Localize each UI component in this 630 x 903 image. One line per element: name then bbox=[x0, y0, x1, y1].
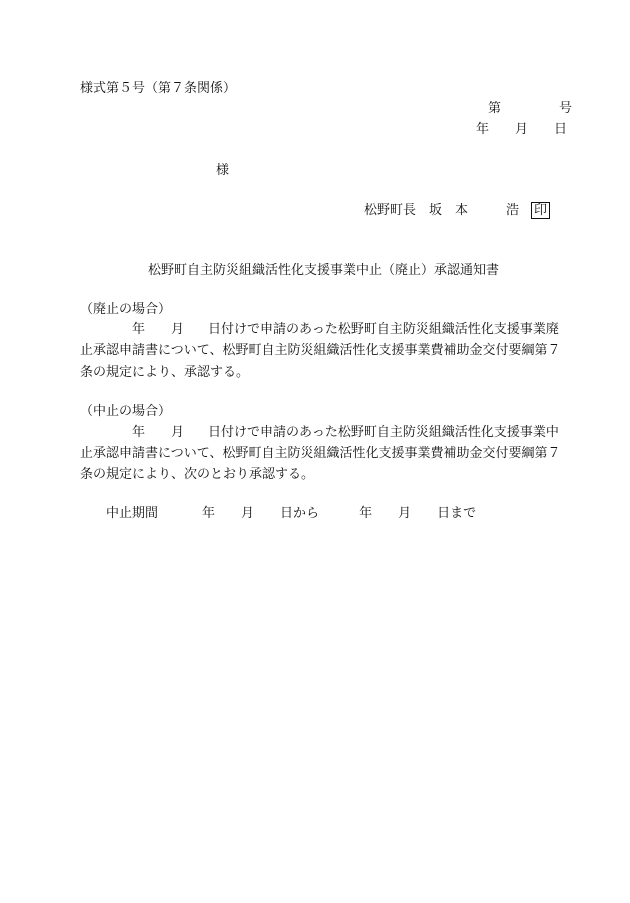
form-label: 様式第５号（第７条関係） bbox=[80, 81, 237, 96]
abolition-line-1 bbox=[132, 321, 559, 338]
suspension-line-3: 条の規定により、次のとおり承認する。 bbox=[80, 467, 315, 482]
issuer-title: 松野町長 bbox=[364, 203, 417, 218]
issuer-given-name: 浩 bbox=[506, 203, 520, 218]
period-from-day: 日から bbox=[280, 506, 320, 521]
period-to-month: 月 bbox=[398, 506, 412, 521]
issue-date-year: 年 bbox=[476, 122, 490, 137]
suspension-period bbox=[106, 505, 476, 522]
issue-date-day: 日 bbox=[554, 122, 568, 137]
suspension-date-month: 月 bbox=[171, 425, 185, 440]
issuer-surname: 坂 本 bbox=[429, 203, 469, 218]
issue-date-month: 月 bbox=[515, 122, 529, 137]
period-to-day: 日まで bbox=[437, 506, 477, 521]
suspension-line-1 bbox=[132, 424, 559, 441]
issue-date bbox=[476, 121, 567, 138]
period-from-year: 年 bbox=[202, 506, 216, 521]
issuer bbox=[364, 202, 550, 219]
abolition-line-1-rest: 日付けで申請のあった松野町自主防災組織活性化支援事業廃 bbox=[208, 322, 559, 337]
suspension-date-year: 年 bbox=[132, 425, 146, 440]
suspension-line-2: 止承認申請書について、松野町自主防災組織活性化支援事業費補助金交付要綱第７ bbox=[80, 446, 561, 461]
abolition-date-month: 月 bbox=[171, 322, 185, 337]
abolition-heading: （廃止の場合） bbox=[80, 302, 172, 317]
suspension-line-1-rest: 日付けで申請のあった松野町自主防災組織活性化支援事業中 bbox=[208, 425, 559, 440]
seal-mark: 印 bbox=[531, 202, 550, 219]
abolition-line-3: 条の規定により、承認する。 bbox=[80, 365, 250, 380]
abolition-date-year: 年 bbox=[132, 322, 146, 337]
period-from-month: 月 bbox=[241, 506, 255, 521]
doc-number bbox=[488, 100, 572, 117]
doc-number-prefix: 第 bbox=[488, 101, 502, 116]
period-to-year: 年 bbox=[359, 506, 373, 521]
suspension-heading: （中止の場合） bbox=[80, 404, 172, 419]
doc-number-suffix: 号 bbox=[559, 101, 573, 116]
recipient-suffix: 様 bbox=[216, 163, 230, 178]
document-title: 松野町自主防災組織活性化支援事業中止（廃止）承認通知書 bbox=[148, 263, 500, 278]
abolition-line-2: 止承認申請書について、松野町自主防災組織活性化支援事業費補助金交付要綱第７ bbox=[80, 343, 561, 358]
period-label: 中止期間 bbox=[106, 506, 159, 521]
